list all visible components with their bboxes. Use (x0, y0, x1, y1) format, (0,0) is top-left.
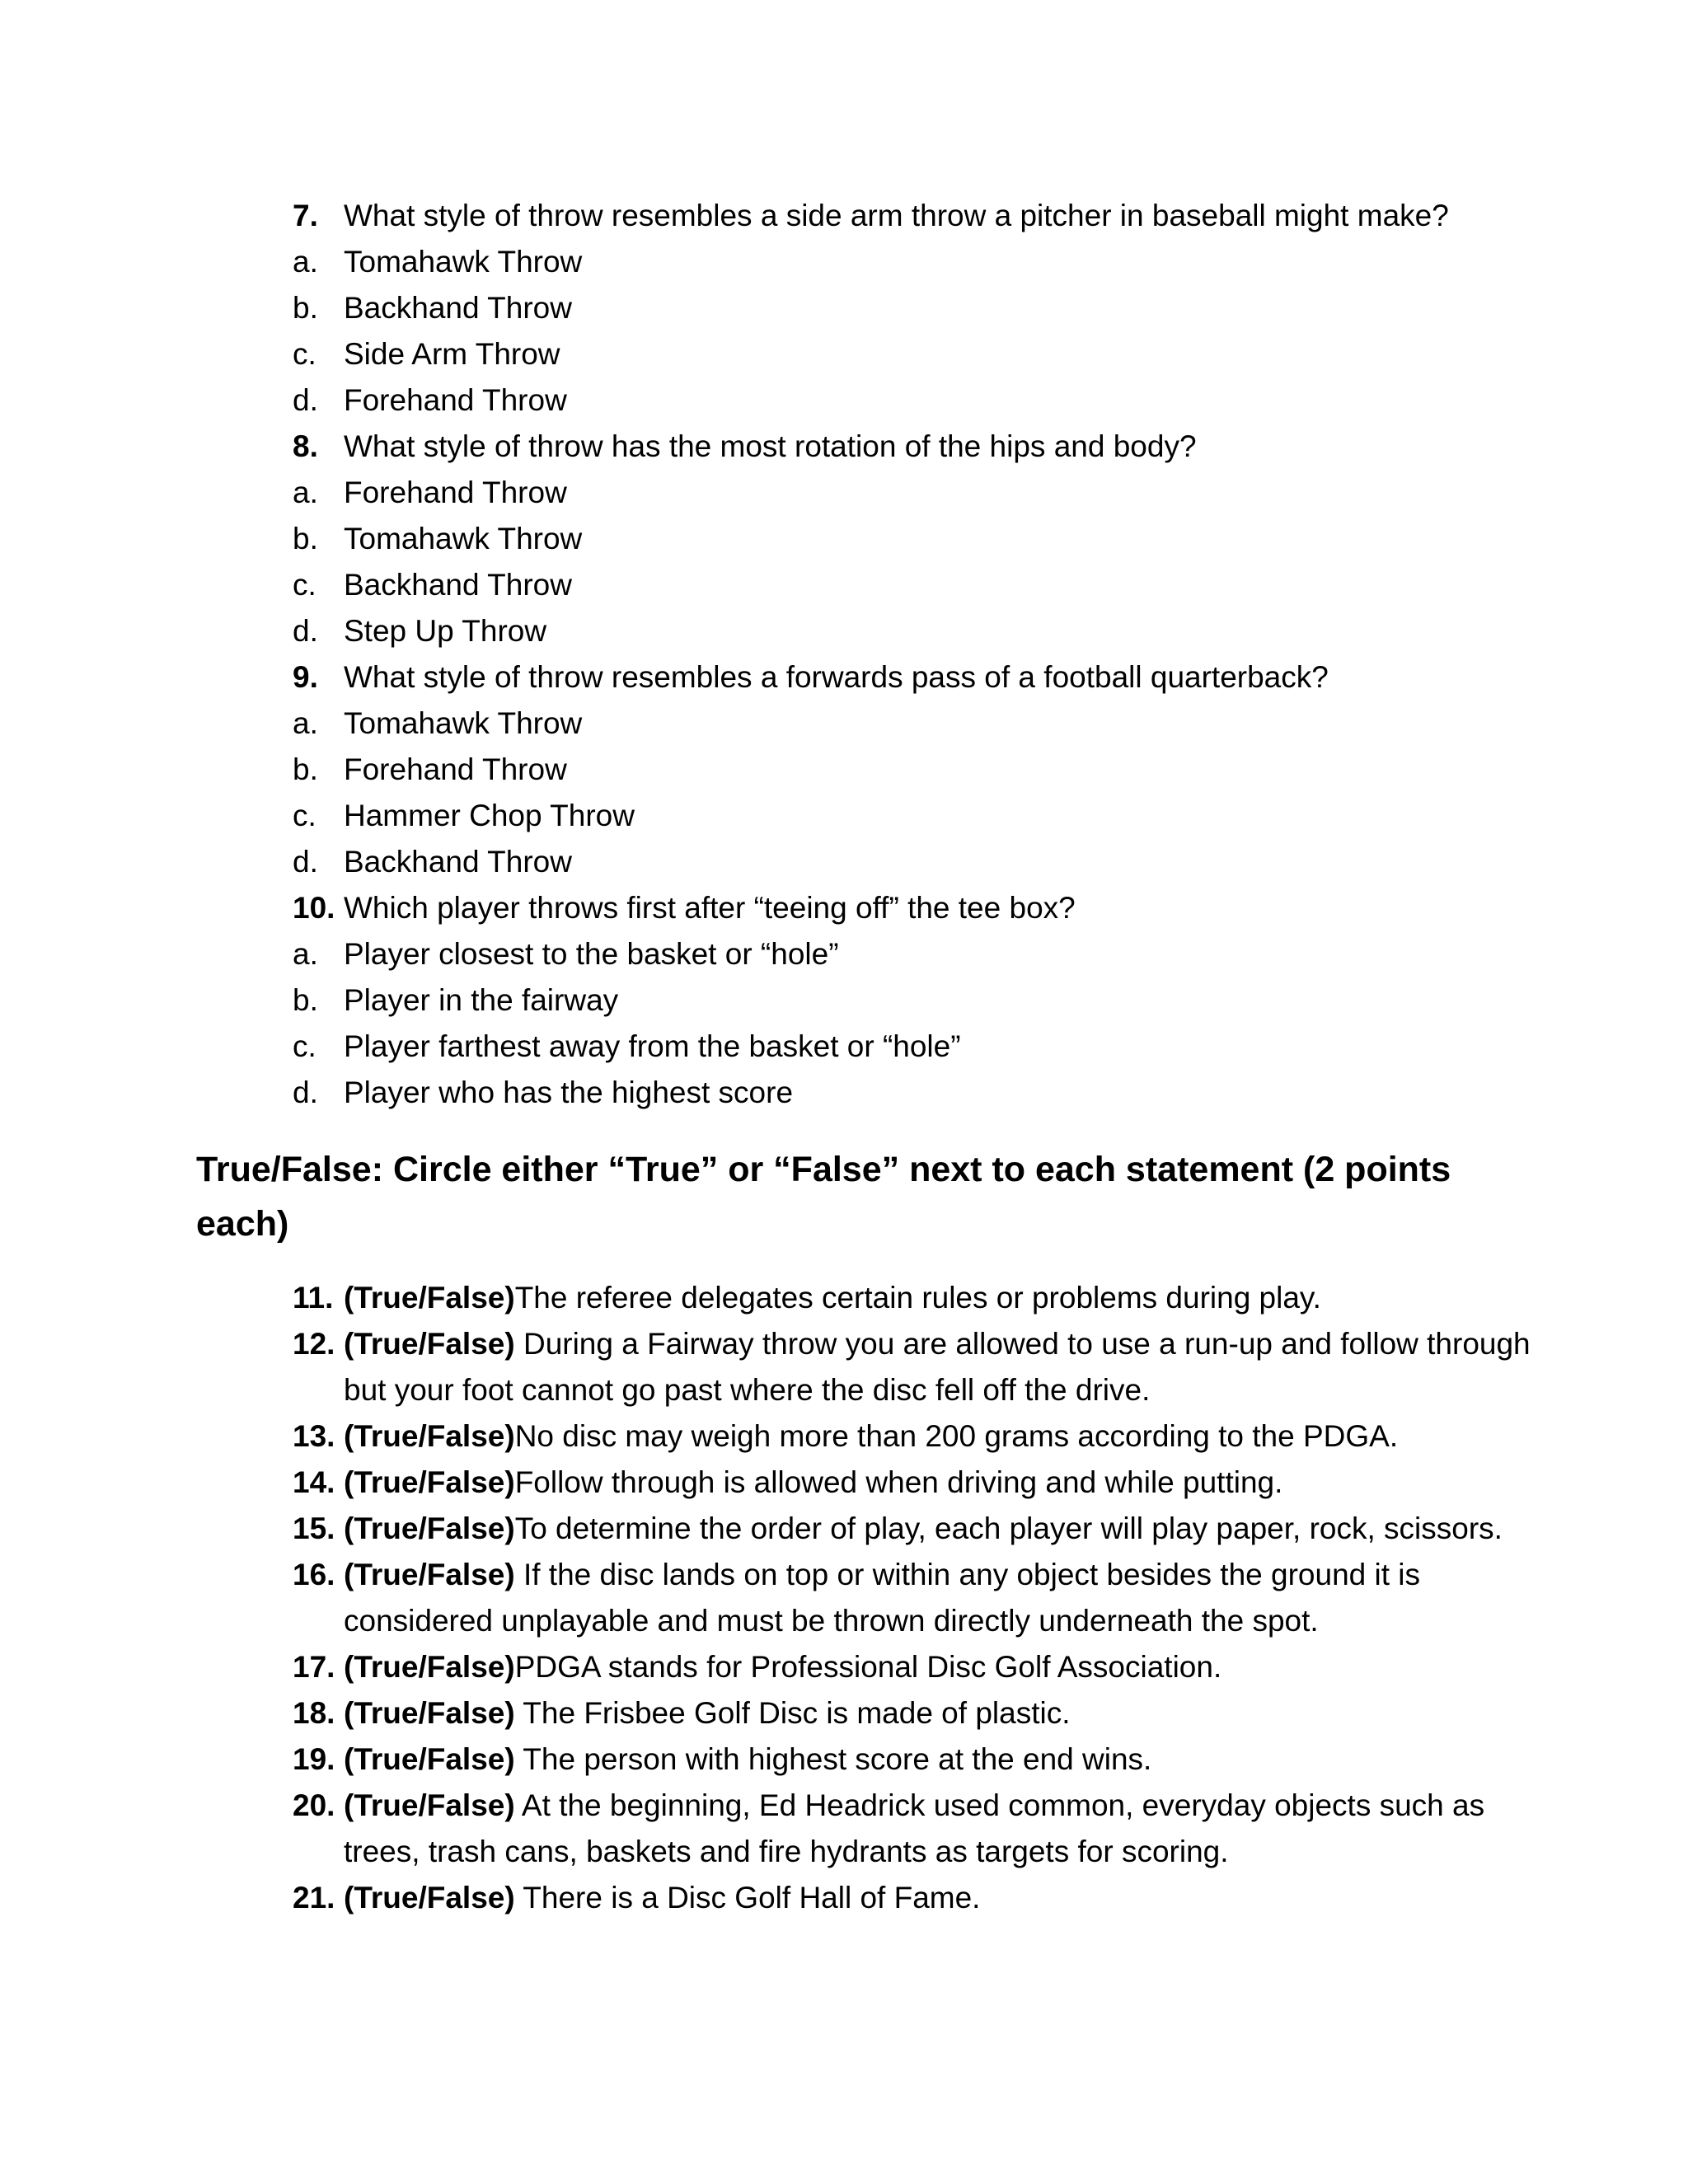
item-body (293, 1321, 1545, 1413)
question-8 (293, 424, 1545, 470)
question-number: 10. (293, 891, 335, 925)
tf-item-19 (293, 1736, 1545, 1783)
item-number: 13. (293, 1419, 335, 1453)
tf-item-16 (293, 1552, 1545, 1644)
option-letter: c. (293, 568, 316, 602)
answer-option (293, 239, 1545, 285)
statement-text: If the disc lands on top or within any object besides the ground it is considered unplayable and must be thrown directly underneath the spot. (344, 1558, 1420, 1638)
item-body (293, 1690, 1545, 1736)
item-number: 11. (293, 1281, 334, 1315)
option-text: Step Up Throw (344, 614, 547, 648)
option-letter: c. (293, 799, 316, 832)
option-letter: b. (293, 291, 318, 325)
answer-option (293, 931, 1545, 977)
option-letter: b. (293, 983, 318, 1017)
item-number: 16. (293, 1558, 335, 1591)
item-body (293, 1275, 1545, 1321)
tf-item-20 (293, 1783, 1545, 1875)
item-body (293, 1783, 1545, 1875)
option-text: Tomahawk Throw (344, 706, 583, 740)
answer-option (293, 977, 1545, 1024)
answer-option (293, 839, 1545, 885)
tf-item-18 (293, 1690, 1545, 1736)
answer-option (293, 747, 1545, 793)
option-letter: a. (293, 706, 318, 740)
option-text: Side Arm Throw (344, 337, 560, 371)
option-text: Forehand Throw (344, 752, 567, 786)
item-body (293, 1644, 1545, 1690)
item-number: 17. (293, 1650, 335, 1684)
statement-text: PDGA stands for Professional Disc Golf Association. (514, 1650, 1222, 1684)
question-prompt: What style of throw resembles a side arm throw a pitcher in baseball might make? (344, 199, 1449, 232)
option-letter: b. (293, 522, 318, 555)
option-letter: c. (293, 337, 316, 371)
true-false-tag: (True/False) (344, 1327, 515, 1361)
item-number: 14. (293, 1465, 335, 1499)
answer-option (293, 1070, 1545, 1116)
statement-text: No disc may weigh more than 200 grams according to the PDGA. (514, 1419, 1399, 1453)
option-text: Hammer Chop Throw (344, 799, 635, 832)
item-body (293, 1460, 1545, 1506)
question-prompt: Which player throws first after “teeing off” the tee box? (344, 891, 1076, 925)
true-false-tag: (True/False) (344, 1650, 515, 1684)
statement-text: There is a Disc Golf Hall of Fame. (514, 1881, 981, 1915)
tf-item-17 (293, 1644, 1545, 1690)
answer-option (293, 701, 1545, 747)
option-text: Tomahawk Throw (344, 245, 583, 279)
tf-item-11 (293, 1275, 1545, 1321)
item-number: 12. (293, 1327, 335, 1361)
item-number: 18. (293, 1696, 335, 1730)
option-letter: a. (293, 937, 318, 971)
option-text: Tomahawk Throw (344, 522, 583, 555)
statement-text: At the beginning, Ed Headrick used common, everyday objects such as trees, trash cans, baskets and fire hydrants as targets for scoring. (344, 1788, 1485, 1868)
true-false-tag: (True/False) (344, 1742, 515, 1776)
option-text: Forehand Throw (344, 383, 567, 417)
tf-item-14 (293, 1460, 1545, 1506)
true-false-tag: (True/False) (344, 1511, 515, 1545)
true-false-tag: (True/False) (344, 1419, 515, 1453)
answer-option (293, 331, 1545, 377)
answer-option (293, 562, 1545, 608)
answer-option (293, 285, 1545, 331)
option-letter: a. (293, 476, 318, 509)
item-number: 21. (293, 1881, 335, 1915)
tf-item-12 (293, 1321, 1545, 1413)
true-false-tag: (True/False) (344, 1696, 515, 1730)
answer-option (293, 1024, 1545, 1070)
question-9 (293, 654, 1545, 701)
item-body (293, 1736, 1545, 1783)
option-letter: b. (293, 752, 318, 786)
option-text: Player closest to the basket or “hole” (344, 937, 839, 971)
option-text: Backhand Throw (344, 568, 572, 602)
tf-item-21 (293, 1875, 1545, 1921)
option-letter: d. (293, 1076, 318, 1109)
item-body (293, 1552, 1545, 1644)
tf-item-13 (293, 1413, 1545, 1460)
statement-text: Follow through is allowed when driving and while putting. (514, 1465, 1283, 1499)
item-number: 15. (293, 1511, 335, 1545)
item-body (293, 1506, 1545, 1552)
question-number: 8. (293, 429, 318, 463)
true-false-section (293, 1275, 1545, 1921)
answer-option (293, 608, 1545, 654)
answer-option (293, 377, 1545, 424)
multiple-choice-section (293, 193, 1545, 1116)
statement-text: The person with highest score at the end wins. (514, 1742, 1152, 1776)
option-letter: d. (293, 845, 318, 879)
true-false-tag: (True/False) (344, 1881, 515, 1915)
option-letter: c. (293, 1029, 316, 1063)
true-false-tag: (True/False) (344, 1281, 515, 1315)
item-body (293, 1413, 1545, 1460)
option-text: Player farthest away from the basket or “hole” (344, 1029, 961, 1063)
statement-text: To determine the order of play, each player will play paper, rock, scissors. (514, 1511, 1503, 1545)
statement-text: The Frisbee Golf Disc is made of plastic. (514, 1696, 1071, 1730)
true-false-tag: (True/False) (344, 1558, 515, 1591)
question-prompt: What style of throw has the most rotation of the hips and body? (344, 429, 1197, 463)
option-text: Player who has the highest score (344, 1076, 794, 1109)
statement-text: The referee delegates certain rules or problems during play. (514, 1281, 1321, 1315)
true-false-tag: (True/False) (344, 1465, 515, 1499)
question-number: 7. (293, 199, 318, 232)
option-text: Forehand Throw (344, 476, 567, 509)
question-7 (293, 193, 1545, 239)
option-letter: d. (293, 614, 318, 648)
item-number: 19. (293, 1742, 335, 1776)
answer-option (293, 470, 1545, 516)
option-letter: a. (293, 245, 318, 279)
item-number: 20. (293, 1788, 335, 1822)
option-text: Backhand Throw (344, 845, 572, 879)
option-text: Player in the fairway (344, 983, 619, 1017)
question-number: 9. (293, 660, 318, 694)
statement-text: During a Fairway throw you are allowed to use a run-up and follow through but your foot cannot go past where the disc fell off the drive. (344, 1327, 1531, 1407)
answer-option (293, 516, 1545, 562)
option-text: Backhand Throw (344, 291, 572, 325)
question-10 (293, 885, 1545, 931)
true-false-tag: (True/False) (344, 1788, 515, 1822)
question-prompt: What style of throw resembles a forwards pass of a football quarterback? (344, 660, 1329, 694)
tf-item-15 (293, 1506, 1545, 1552)
item-body (293, 1875, 1545, 1921)
option-letter: d. (293, 383, 318, 417)
answer-option (293, 793, 1545, 839)
section-heading-true-false: True/False: Circle either “True” or “False” next to each statement (2 points each) (196, 1150, 1451, 1244)
